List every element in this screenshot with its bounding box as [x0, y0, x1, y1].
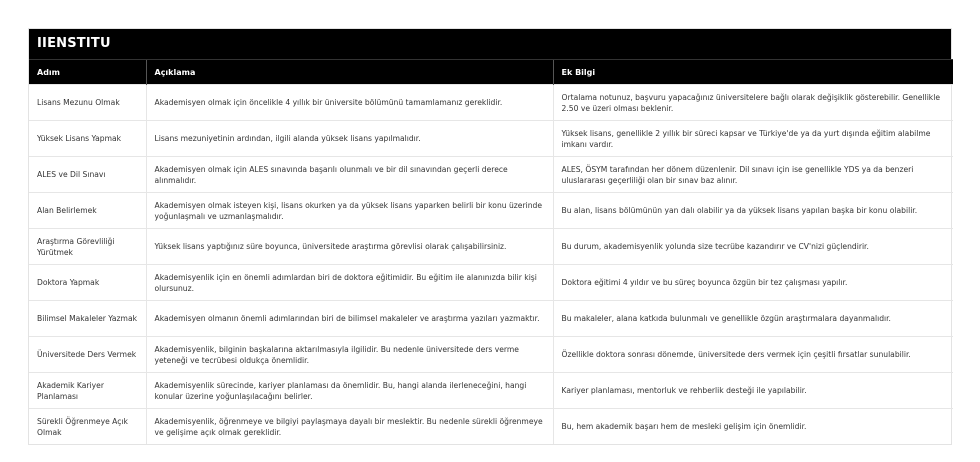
cell-extra-info: Doktora eğitimi 4 yıldır ve bu süreç boyunca özgün bir tez çalışması yapılır.	[553, 265, 953, 301]
table-row	[29, 157, 953, 193]
table-row	[29, 301, 953, 337]
cell-description: Akademisyenlik, öğrenmeye ve bilgiyi paylaşmaya dayalı bir meslektir. Bu nedenle sürekli öğrenmeye ve gelişime açık olmak gereklidir.	[146, 409, 553, 445]
cell-description: Akademisyen olmak isteyen kişi, lisans okurken ya da yüksek lisans yaparken belirli bir konu üzerinde yoğunlaşmalı ve uzmanlaşmalıdır.	[146, 193, 553, 229]
cell-extra-info: Kariyer planlaması, mentorluk ve rehberlik desteği ile yapılabilir.	[553, 373, 953, 409]
cell-step: Araştırma Görevliliği Yürütmek	[29, 229, 146, 265]
table-row	[29, 85, 953, 121]
cell-extra-info: Bu makaleler, alana katkıda bulunmalı ve genellikle özgün araştırmalara dayanmalıdır.	[553, 301, 953, 337]
cell-step: Doktora Yapmak	[29, 265, 146, 301]
header-row	[29, 60, 953, 85]
cell-step: ALES ve Dil Sınavı	[29, 157, 146, 193]
cell-description: Akademisyenlik için en önemli adımlardan biri de doktora eğitimidir. Bu eğitim ile alanınızda bilir kişi olursunuz.	[146, 265, 553, 301]
cell-step: Alan Belirlemek	[29, 193, 146, 229]
cell-description: Akademisyen olmanın önemli adımlarından biri de bilimsel makaleler ve araştırma yazıları yazmaktır.	[146, 301, 553, 337]
table-container	[28, 28, 952, 445]
cell-step: Lisans Mezunu Olmak	[29, 85, 146, 121]
cell-extra-info: ALES, ÖSYM tarafından her dönem düzenlenir. Dil sınavı için ise genellikle YDS ya da benzeri uluslararası geçerliliği olan bir sınav baz alınır.	[553, 157, 953, 193]
cell-step: Bilimsel Makaleler Yazmak	[29, 301, 146, 337]
table-row	[29, 193, 953, 229]
cell-description: Akademisyen olmak için öncelikle 4 yıllık bir üniversite bölümünü tamamlamanız gereklidir.	[146, 85, 553, 121]
table-row	[29, 265, 953, 301]
cell-description: Akademisyen olmak için ALES sınavında başarılı olunmalı ve bir dil sınavından geçerli derece alınmalıdır.	[146, 157, 553, 193]
cell-description: Yüksek lisans yaptığınız süre boyunca, üniversitede araştırma görevlisi olarak çalışabilirsiniz.	[146, 229, 553, 265]
cell-description: Akademisyenlik sürecinde, kariyer planlaması da önemlidir. Bu, hangi alanda ilerleneceğini, hangi konular üzerine yoğunlaşılacağını belirler.	[146, 373, 553, 409]
cell-step: Yüksek Lisans Yapmak	[29, 121, 146, 157]
table-body	[29, 85, 953, 445]
cell-description: Lisans mezuniyetinin ardından, ilgili alanda yüksek lisans yapılmalıdır.	[146, 121, 553, 157]
brand-title: IIENSTITU	[29, 29, 951, 59]
table-row	[29, 229, 953, 265]
cell-extra-info: Bu, hem akademik başarı hem de mesleki gelişim için önemlidir.	[553, 409, 953, 445]
cell-description: Akademisyenlik, bilginin başkalarına aktarılmasıyla ilgilidir. Bu nedenle üniversitede ders verme yeteneği ve tecrübesi oldukça önemlidir.	[146, 337, 553, 373]
cell-step: Sürekli Öğrenmeye Açık Olmak	[29, 409, 146, 445]
cell-extra-info: Ortalama notunuz, başvuru yapacağınız üniversitelere bağlı olarak değişiklik gösterebilir. Genellikle 2.50 ve üzeri olması beklenir.	[553, 85, 953, 121]
table-row	[29, 337, 953, 373]
header-step: Adım	[29, 60, 146, 85]
cell-step: Üniversitede Ders Vermek	[29, 337, 146, 373]
table-row	[29, 409, 953, 445]
cell-extra-info: Yüksek lisans, genellikle 2 yıllık bir süreci kapsar ve Türkiye'de ya da yurt dışında eğitim alabilme imkanı vardır.	[553, 121, 953, 157]
cell-extra-info: Bu alan, lisans bölümünün yan dalı olabilir ya da yüksek lisans yapılan başka bir konu olabilir.	[553, 193, 953, 229]
header-extra-info: Ek Bilgi	[553, 60, 953, 85]
cell-extra-info: Bu durum, akademisyenlik yolunda size tecrübe kazandırır ve CV'nizi güçlendirir.	[553, 229, 953, 265]
table-header	[29, 60, 953, 85]
steps-table	[29, 59, 953, 444]
table-row	[29, 373, 953, 409]
cell-extra-info: Özellikle doktora sonrası dönemde, üniversitede ders vermek için çeşitli fırsatlar sunulabilir.	[553, 337, 953, 373]
cell-step: Akademik Kariyer Planlaması	[29, 373, 146, 409]
header-description: Açıklama	[146, 60, 553, 85]
table-row	[29, 121, 953, 157]
